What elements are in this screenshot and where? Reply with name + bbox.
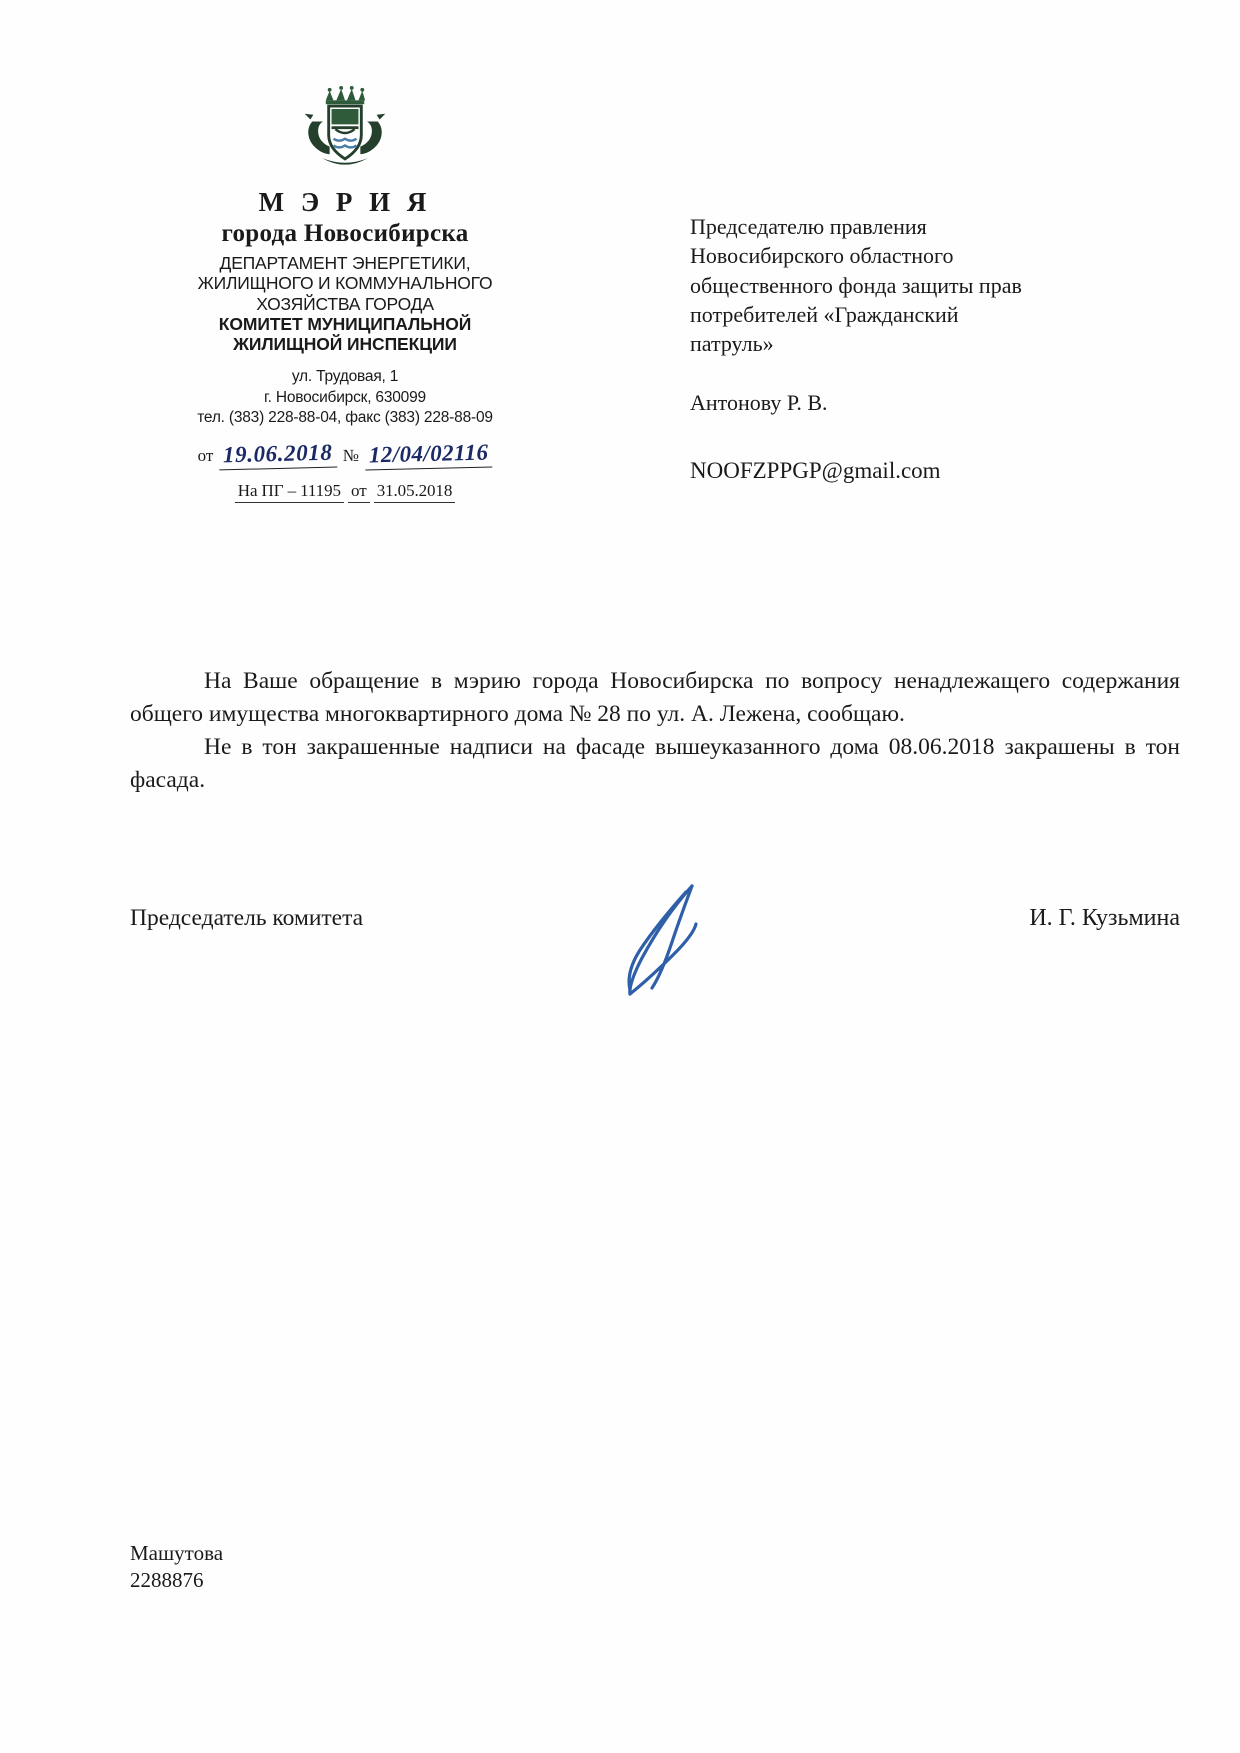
coat-of-arms-icon xyxy=(297,85,393,181)
reply-reference-number: На ПГ – 11195 xyxy=(235,481,344,503)
signer-name: И. Г. Кузьмина xyxy=(1029,905,1180,931)
addressee-line-4: потребителей «Гражданский xyxy=(690,301,959,327)
committee-line-2: ЖИЛИЩНОЙ ИНСПЕКЦИИ xyxy=(233,334,457,355)
address-street: ул. Трудовая, 1 xyxy=(291,368,399,386)
reply-reference-line xyxy=(130,481,560,503)
addressee-line-2: Новосибирского областного xyxy=(690,243,954,269)
from-label: от xyxy=(197,445,214,465)
reply-reference-date: 31.05.2018 xyxy=(374,481,456,503)
address-city: г. Новосибирск, 630099 xyxy=(264,388,426,406)
addressee-line-3: общественного фонда защиты прав xyxy=(690,272,1022,298)
letter-body xyxy=(130,665,1180,797)
addressee-email: NOOFZPPGP@gmail.com xyxy=(690,457,941,483)
address-phone: тел. (383) 228-88-04, факс (383) 228-88-09 xyxy=(197,409,493,427)
org-title-main: М Э Р И Я xyxy=(258,187,432,217)
executor-name: Машутова xyxy=(130,1541,224,1565)
contact-address xyxy=(130,367,560,428)
department-line-2: ЖИЛИЩНОГО И КОММУНАЛЬНОГО xyxy=(197,273,493,294)
signature-row xyxy=(130,905,1180,932)
department-line-1: ДЕПАРТАМЕНТ ЭНЕРГЕТИКИ, xyxy=(219,253,471,273)
executor-block xyxy=(130,1540,223,1595)
body-paragraph-2: Не в тон закрашенные надписи на фасаде вышеуказанного дома 08.06.2018 закрашены в тон фасада. xyxy=(130,733,1180,793)
org-title-city: города Новосибирска xyxy=(221,220,469,247)
outgoing-number-value: 12/04/02116 xyxy=(365,439,493,470)
number-label: № xyxy=(342,445,360,465)
executor-phone: 2288876 xyxy=(130,1568,204,1593)
department-line-3: ХОЗЯЙСТВА ГОРОДА xyxy=(256,293,434,314)
signer-position: Председатель комитета xyxy=(130,905,364,931)
signature-mark-icon xyxy=(600,880,750,1010)
addressee-block xyxy=(690,212,1160,486)
letterhead xyxy=(130,85,560,503)
outgoing-number-line xyxy=(130,441,560,469)
addressee-line-5: патруль» xyxy=(690,331,774,356)
body-paragraph-1: На Ваше обращение в мэрию города Новосибирска по вопросу ненадлежащего содержания общего имущества многоквартирного дома № 28 по ул. А. Лежена, сообщаю. xyxy=(130,668,1180,727)
from-date-value: 19.06.2018 xyxy=(219,439,337,470)
addressee-line-1: Председателю правления xyxy=(690,214,927,239)
reply-reference-date-label: от xyxy=(348,481,370,503)
committee-line-1: КОМИТЕТ МУНИЦИПАЛЬНОЙ xyxy=(218,313,472,334)
addressee-person: Антонову Р. В. xyxy=(690,390,828,416)
